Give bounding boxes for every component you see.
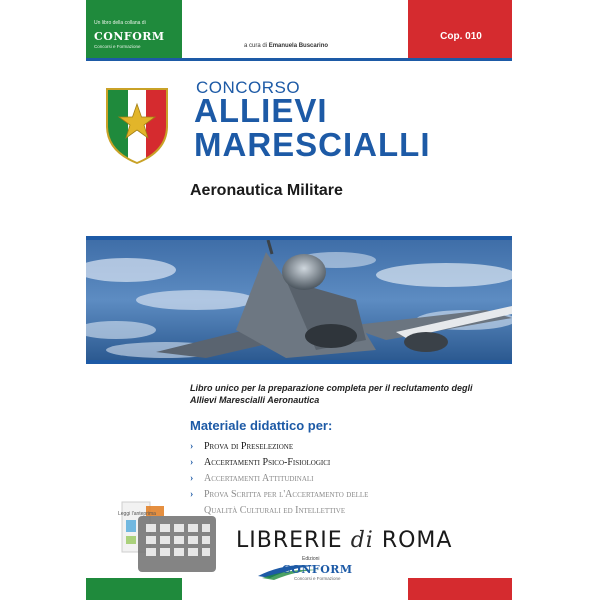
editore-label: Edizioni <box>302 556 320 562</box>
materiale-heading: Materiale didattico per: <box>190 418 333 433</box>
list-item-label: Prova di Preselezione <box>204 441 294 452</box>
list-item-label: Accertamenti Psico-Fisiologici <box>204 457 331 468</box>
top-green-stripe <box>86 0 182 58</box>
curator-line <box>244 43 328 49</box>
curator-name: Emanuela Buscarino <box>268 43 329 49</box>
arrow-icon: › <box>190 457 194 468</box>
preview-book-icon <box>112 490 218 576</box>
publisher-sub-top: Concorsi e Formazione <box>94 44 141 49</box>
list-item <box>190 504 510 517</box>
top-divider <box>86 58 512 61</box>
photo-bottom-border <box>86 360 512 364</box>
list-item <box>190 440 510 453</box>
bottom-green-stripe <box>86 578 182 600</box>
bookstore-brand <box>236 528 452 553</box>
title-line-1: ALLIEVI <box>194 92 328 129</box>
arrow-icon: › <box>190 489 194 500</box>
cover-code-badge: Cop. 010 <box>440 31 482 42</box>
publisher-logo-bottom: CONFORM <box>282 563 353 576</box>
arrow-icon: › <box>190 441 194 452</box>
bottom-red-stripe <box>408 578 512 600</box>
list-item-label: Prova Scritta per l'Accertamento delle <box>204 489 369 500</box>
book-description: Libro unico per la preparazione completa per il reclutamento degli Allievi Marescialli Aeronautica <box>190 383 473 405</box>
publisher-sub-bottom: Concorsi e Formazione <box>294 576 341 581</box>
bookstore-brand-post: ROMA <box>373 528 453 553</box>
arrow-icon: › <box>190 473 194 484</box>
list-item-label: Accertamenti Attitudinali <box>204 473 314 484</box>
list-item <box>190 456 510 469</box>
list-item <box>190 488 510 501</box>
publisher-logo-top: CONFORM <box>94 30 165 43</box>
publisher-tagline-top: Un libro della collana di <box>94 20 146 26</box>
star-shield-icon <box>104 86 170 164</box>
curator-prefix: a cura di <box>244 43 268 49</box>
subtitle: Aeronautica Militare <box>190 182 343 199</box>
bookstore-brand-pre: LIBRERIE <box>236 528 351 553</box>
list-item-label: Qualità Culturali ed Intellettive <box>204 505 346 516</box>
title-line-2: MARESCIALLI <box>194 126 431 163</box>
fighter-jet-photo <box>86 240 512 360</box>
bookstore-brand-di: di <box>350 528 374 553</box>
preview-label: Leggi l'anteprima <box>118 511 156 517</box>
concorso-label: CONCORSO <box>196 78 301 97</box>
topics-list <box>190 440 510 520</box>
list-item <box>190 472 510 485</box>
top-white-stripe <box>182 0 408 58</box>
